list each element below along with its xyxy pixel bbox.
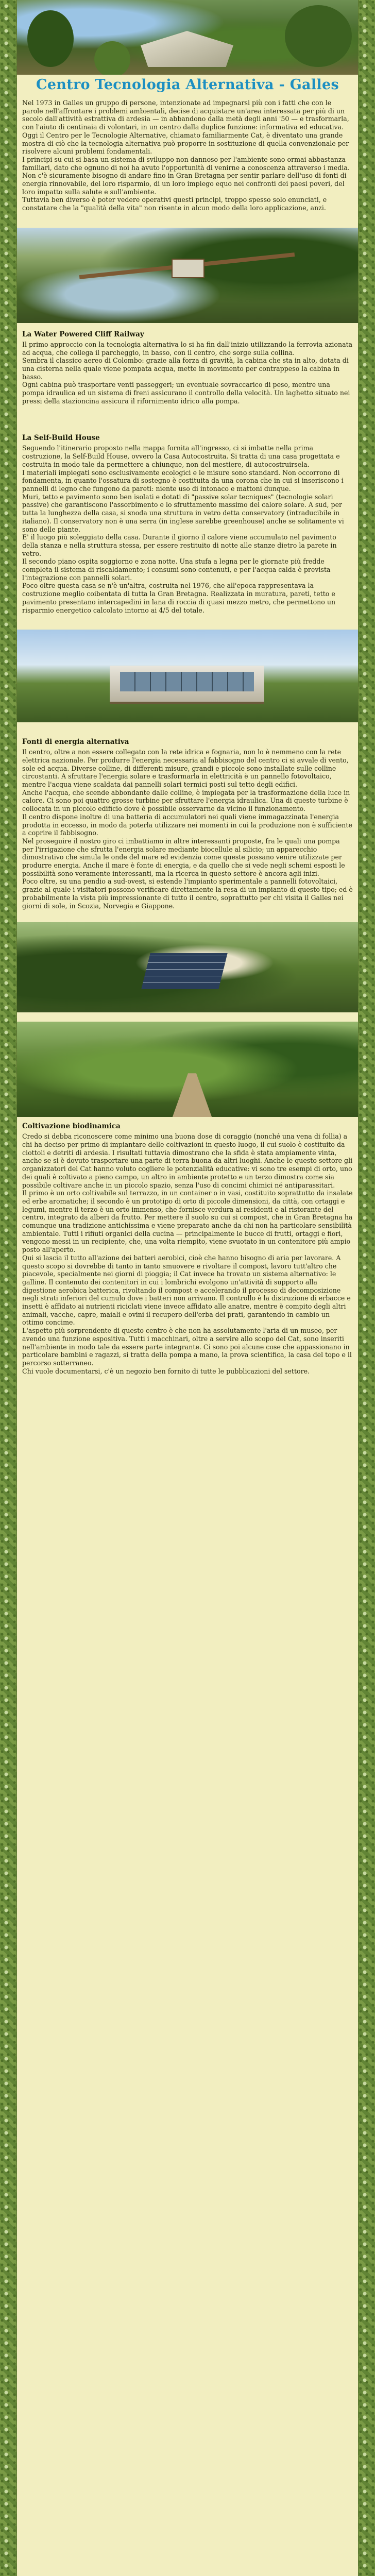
section-paragraph: Anche l'acqua, che scende abbondante dalle colline, è impiegata per la trasformazione della luce in calore. Ci sono poi quattro grosse turbine per sfruttare l'energia idraulica. Una di queste turbine è collocata in un piccolo edificio dove è possibile osservarne da vicino il funzionamento.	[22, 788, 350, 813]
intro-paragraph: Nel 1973 in Galles un gruppo di persone, intenzionate ad impegnarsi più con i fatti che con le parole nell'affrontare i problemi ambientali, decise di acquistare un'area interessata per più di un secolo dall'attività estrattiva di ardesia — in abbandono dalla metà degli anni '50 — e trasformarla, con l'aiuto di centinaia di volontari, in un centro dalla duplice funzione: informativa ed educativa.	[22, 99, 349, 131]
energy-section	[17, 738, 358, 910]
section-paragraph: Il centro, oltre a non essere collegato con la rete idrica e fognaria, non lo è nemmeno con la rete elettrica nazionale. Per produrre l'energia necessaria al fabbisogno del centro ci si avvale di vento, sole ed acqua. Diverse colline, di differenti misure, grandi e piccole sono installate sulle colline circostanti. A sfruttare l'energia solare e trasformarla in elettricità è un pannello fotovoltaico, mentre l'acqua viene scaldata dai pannelli solari termici posti sul tetto degli edifici.	[22, 748, 349, 789]
section-paragraph: Poco oltre, su una pendio a sud-ovest, si estende l'impianto sperimentale a pannelli fotovoltaici, grazie al quale i visitatori possono verificare direttamente la resa di un impianto di questo tipo; ed è probabilmente la vista più impressionante di tutto il centro, soprattutto per chi visita il Galles nei giorni di sole, in Scozia, Norvegia e Giappone.	[22, 877, 353, 910]
site-title: Centro Tecnologia Alternativa - Galles	[36, 77, 339, 93]
section-paragraph: Nel proseguire il nostro giro ci imbattiamo in altre interessanti proposte, fra le quali una pompa per l'irrigazione che sfrutta l'energia solare mediante biocellule al silicio; un apparecchio dimostrativo che simula le onde del mare ed evidenzia come queste possano venire utilizzate per produrre energia. Anche il mare è fonte di energia, e da quello che si vede negli schemi esposti le possibilità sono veramente interessanti, ma la ricerca in questo settore è ancora agli inizi.	[22, 837, 345, 877]
intro-paragraph: Tuttavia ben diverso è poter vedere operativi questi principi, troppo spesso solo enunciati, e constatare che la "qualità della vita" non risente in alcun modo della loro applicazione, anzi.	[22, 196, 327, 212]
section-paragraph: Poco oltre questa casa se n'è un'altra, costruita nel 1976, che all'epoca rappresentava la costruzione meglio coibentata di tutta la Gran Bretagna. Realizzata in muratura, pareti, tetto e pavimento presentano intercapedini in lana di roccia di quasi mezzo metro, che permettono un risparmio energetico calcolato intorno ai 4/5 del totale.	[22, 582, 336, 614]
section-paragraph: Muri, tetto e pavimento sono ben isolati e dotati di "passive solar tecniques" (tecnologie solari passive) che garantiscono l'assorbimento e lo sfruttamento massimo del calore solare. A sud, per tutta la lunghezza della casa, si snoda una struttura in vetro detta conservatory (intraducibile in italiano). Il conservatory non è una serra (in inglese sarebbe greenhouse) anche se solitamente vi sono delle piante.	[22, 493, 344, 533]
section-paragraph: Il secondo piano ospita soggiorno e zona notte. Una stufa a legna per le giornate più fredde completa il sistema di riscaldamento; i consumi sono contenuti, e per l'acqua calda è prevista l'integrazione con pannelli solari.	[22, 557, 331, 582]
intro-text	[17, 99, 358, 212]
section-heading: La Water Powered Cliff Railway	[22, 330, 144, 338]
section-paragraph: Credo si debba riconoscere come minimo una buona dose di coraggio (nonché una vena di follia) a chi ha deciso per primo di impiantare delle coltivazioni in questo luogo, il cui suolo è costituito da ciottoli e detriti di ardesia. I risultati tuttavia dimostrano che la sfida è stata ampiamente vinta, anche se si è dovuto trasportare una parte di terra buona da altri luoghi. Anche le questo settore gli organizzatori del Cat hanno voluto cogliere le potenzialità educative: vi sono tre esempi di orto, uno dei quali è coltivato a pieno campo, un altro in ambiente protetto e un terzo dimostra come sia possibile coltivare anche in un piccolo spazio, senza l'uso di concimi chimici né antiparassitari.	[22, 1132, 353, 1189]
section-paragraph: Il centro dispone inoltre di una batteria di accumulatori nei quali viene immagazzinata l'energia prodotta in eccesso, in modo da poterla utilizzare nei momenti in cui la produzione non è sufficiente a coprire il fabbisogno.	[22, 812, 352, 837]
section-paragraph: Seguendo l'itinerario proposto nella mappa fornita all'ingresso, ci si imbatte nella prima costruzione, la Self-Build House, ovvero la Casa Autocostruita. Si tratta di una casa progettata e costruita in modo tale da permettere a chiunque, non del mestiere, di autocostruirsela.	[22, 444, 340, 468]
section-paragraph: E' il luogo più soleggiato della casa. Durante il giorno il calore viene accumulato nel pavimento della stanza e nella struttura stessa, per essere restituito di notte alle stanze dietro la parete in vetro.	[22, 533, 337, 557]
intro-paragraph: I principi su cui si basa un sistema di sviluppo non dannoso per l'ambiente sono ormai abbastanza familiari, dato che ognuno di noi ha avuto l'opportunità di venirne a conoscenza attraverso i media. Non c'è sicuramente bisogno di andare fino in Gran Bretagna per sentir parlare dell'uso di fonti di energia rinnovabile, del loro risparmio, di un loro impiego equo nei confronti dei paesi poveri, del loro impatto sulla salute e sull'ambiente.	[22, 155, 350, 196]
section-paragraph: L'aspetto più sorprendente di questo centro è che non ha assolutamente l'aria di un museo, per avendo una funzione espositiva. Tutti i macchinari, oltre a servire allo scopo del Cat, sono inseriti nell'ambiente in modo tale da essere parte integrante. Ci sono poi alcune cose che appassionano in particolare bambini e ragazzi, si tratta della pompa a mano, la prova scientifica, la casa del topo e il percorso sotterraneo.	[22, 1327, 352, 1367]
section-heading: Fonti di energia alternativa	[22, 738, 129, 747]
page-column	[17, 0, 358, 2576]
self-build-section	[17, 434, 358, 614]
section-paragraph: Sembra il classico aereo di Colombo: grazie alla forza di gravità, la cabina che sta in alto, dotata di una cisterna nella quale viene pompata acqua, mette in movimento per contrappeso la cabina in basso.	[22, 357, 349, 381]
cliff-railway-section	[17, 323, 358, 405]
cliff-railway-photo	[17, 228, 358, 323]
self-build-house-photo	[17, 630, 358, 722]
section-paragraph: Ogni cabina può trasportare venti passeggeri; un eventuale sovraccarico di peso, mentre una pompa idraulica ed un sistema di freni assicurano il controllo della velocità. Un laghetto situato nei pressi della stazioncina assicura il rifornimento idrico alla pompa.	[22, 381, 350, 405]
garden-photo	[17, 1022, 358, 1117]
header-photo	[17, 0, 358, 75]
section-paragraph: Qui si lascia il tutto all'azione dei batteri aerobici, cioè che hanno bisogno di aria per lavorare. A questo scopo si dovrebbe di tanto in tanto smuovere e rivoltare il compost, lavoro tutt'altro che piacevole, specialmente nei giorni di pioggia; il Cat invece ha trovato un sistema alternativo: le galline. Il contenuto dei contenitori in cui i lombrichi evolgono un'attività di supporto alla digestione aerobica batterica, rivoltando il compost e accelerando il processo di decomposizione negli strati inferiori del cumulo dove i batteri non arrivano. Il controllo è la distruzione di erbacce e insetti è affidato ai nutrienti riciclati viene invece affidato alle anatre, mentre è compito degli altri animali, vacche, capre, maiali e ovini il recupero dell'erba dei prati, garantendo in cambio un ottimo concime.	[22, 1253, 351, 1327]
garden-section	[17, 1117, 358, 1375]
section-paragraph: I materiali impiegati sono esclusivamente ecologici e le misure sono standard. Non occorrono di fondamenta, in quanto l'ossatura di sostegno è costituita da una corona che in cui si inseriscono i pannelli di legno che fungono da pareti: niente uso di intonaco e mattoni dunque.	[22, 468, 344, 493]
section-paragraph: Chi vuole documentarsi, c'è un negozio ben fornito di tutte le pubblicazioni del settore.	[22, 1367, 310, 1375]
section-paragraph: Il primo approccio con la tecnologia alternativa lo si ha fin dall'inizio utilizzando la ferrovia azionata ad acqua, che collega il parcheggio, in basso, con il centro, che sorge sulla collina.	[22, 340, 353, 357]
section-heading: Coltivazione biodinamica	[22, 1122, 121, 1131]
section-heading: La Self-Build House	[22, 434, 100, 443]
intro-paragraph: Oggi il Centro per le Tecnologie Alternative, chiamato familiarmente Cat, è diventato una grande mostra di ciò che la tecnologia alternativa può proporre in sostituzione di quella convenzionale per risolvere alcuni problemi fondamentali.	[22, 131, 349, 156]
section-paragraph: Il primo è un orto coltivabile sul terrazzo, in un container o in vasi, costituito soprattutto da insalate ed erbe aromatiche; il secondo è un prototipo di orto di piccole dimensioni, da città, con ortaggi e legumi, mentre il terzo è un orto immenso, che fornisce verdura ai residenti e al ristorante del centro, integrato da alberi da frutto. Per mettere il suolo su cui si compost, che in Gran Bretagna ha comunque una tradizione antichissima e viene preparato anche da chi non ha particolare sensibilità ambientale. Tutti i rifiuti organici della cucina — principalmente le bucce di frutti, ortaggi e fiori, vengono messi in un recipiente, che, una volta riempito, viene svuotato in un contenitore più ampio posto all'aperto.	[22, 1189, 353, 1254]
solar-panel-photo	[17, 922, 358, 1012]
